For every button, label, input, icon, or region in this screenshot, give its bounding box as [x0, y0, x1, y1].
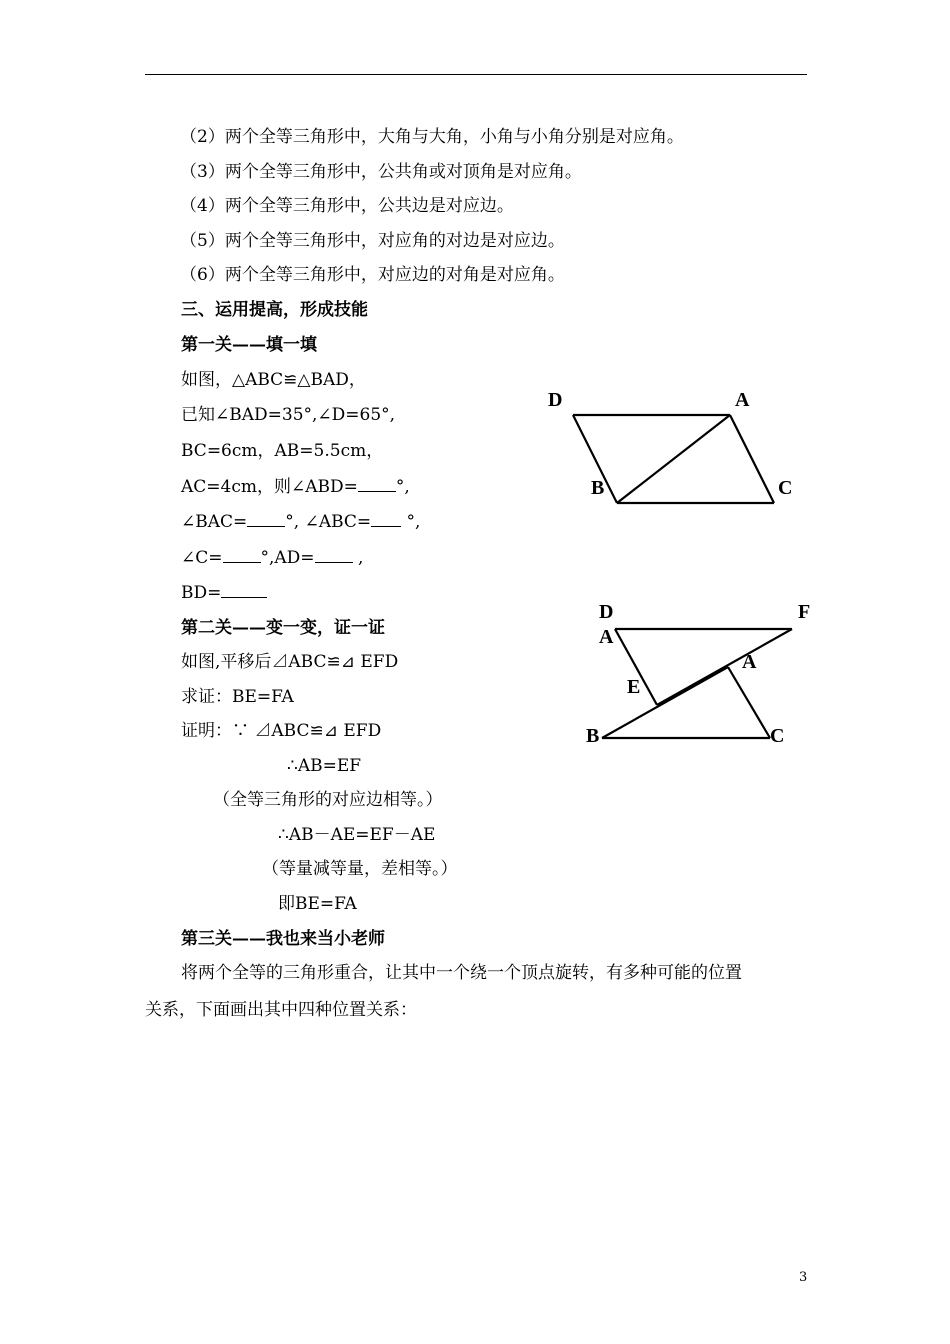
line5-text-c: °,	[401, 512, 421, 532]
figure-translated-triangles	[580, 595, 820, 755]
level1-line1: 如图，△ABC≌△BAD，	[181, 370, 366, 390]
line4-suffix: °,	[395, 477, 410, 497]
level2-line7: （等量减等量，差相等。）	[262, 859, 458, 879]
level1-line6	[181, 546, 363, 569]
segment-ac	[730, 415, 774, 503]
segment-ab-diagonal	[617, 415, 730, 503]
level3-line2: 关系，下面画出其中四种位置关系：	[145, 1000, 417, 1020]
level1-line5	[181, 510, 420, 533]
level2-line2: 求证：BE=FA	[181, 687, 294, 707]
figure-parallelogram	[540, 380, 810, 520]
statement-4: （4）两个全等三角形中，公共边是对应边。	[180, 196, 514, 216]
line6-text-b: °,AD=	[260, 548, 315, 568]
label-c: C	[770, 725, 785, 747]
line6-text-a: ∠C=	[181, 548, 223, 568]
blank-abc[interactable]	[371, 510, 401, 527]
line4-text: AC=4cm，则∠ABD=	[181, 477, 358, 497]
level1-line2: 已知∠BAD=35°,∠D=65°,	[181, 405, 396, 425]
label-a-upper: A	[599, 626, 614, 648]
label-b: B	[586, 725, 600, 747]
label-d: D	[548, 389, 563, 411]
level3-line1: 将两个全等的三角形重合，让其中一个绕一个顶点旋转，有多种可能的位置	[181, 963, 742, 983]
line5-text-a: ∠BAC=	[181, 512, 248, 532]
header-rule	[145, 74, 807, 75]
level1-line3: BC=6cm，AB=5.5cm，	[181, 441, 384, 461]
level2-line5: （全等三角形的对应边相等。）	[213, 790, 443, 810]
statement-6: （6）两个全等三角形中，对应边的对角是对应角。	[180, 265, 565, 285]
label-d: D	[599, 601, 614, 623]
blank-abd[interactable]	[358, 475, 396, 492]
label-a-lower: A	[742, 651, 757, 673]
segment-ab	[602, 667, 728, 738]
level2-line1: 如图,平移后⊿ABC≌⊿ EFD	[181, 652, 399, 672]
level2-line8: 即BE=FA	[278, 894, 357, 914]
blank-bd[interactable]	[221, 581, 267, 598]
segment-ac	[728, 667, 770, 738]
statement-3: （3）两个全等三角形中，公共角或对顶角是对应角。	[180, 162, 582, 182]
line6-text-c: ,	[352, 548, 364, 568]
label-b: B	[591, 477, 605, 499]
blank-ad[interactable]	[315, 546, 353, 563]
label-a: A	[735, 389, 750, 411]
level2-line3: 证明：∵ ⊿ABC≌⊿ EFD	[181, 721, 382, 741]
level2-line6: ∴AB－AE=EF－AE	[278, 825, 436, 845]
level1-line7	[181, 581, 267, 604]
level2-line4: ∴AB=EF	[287, 756, 362, 776]
blank-bac[interactable]	[247, 510, 285, 527]
label-e: E	[627, 676, 641, 698]
level3-heading: 第三关——我也来当小老师	[181, 929, 385, 949]
blank-c[interactable]	[223, 546, 261, 563]
label-f: F	[798, 601, 811, 623]
level2-heading: 第二关——变一变，证一证	[181, 618, 385, 638]
level1-heading: 第一关——填一填	[181, 335, 317, 355]
section-heading: 三、运用提高，形成技能	[181, 300, 368, 320]
line5-text-b: °, ∠ABC=	[285, 512, 372, 532]
level1-line4	[181, 475, 410, 498]
segment-fe	[657, 629, 792, 705]
label-c: C	[778, 477, 793, 499]
statement-2: （2）两个全等三角形中，大角与大角，小角与小角分别是对应角。	[180, 127, 684, 147]
page-number: 3	[799, 1270, 808, 1285]
line7-text: BD=	[181, 583, 222, 603]
statement-5: （5）两个全等三角形中，对应角的对边是对应边。	[180, 231, 565, 251]
